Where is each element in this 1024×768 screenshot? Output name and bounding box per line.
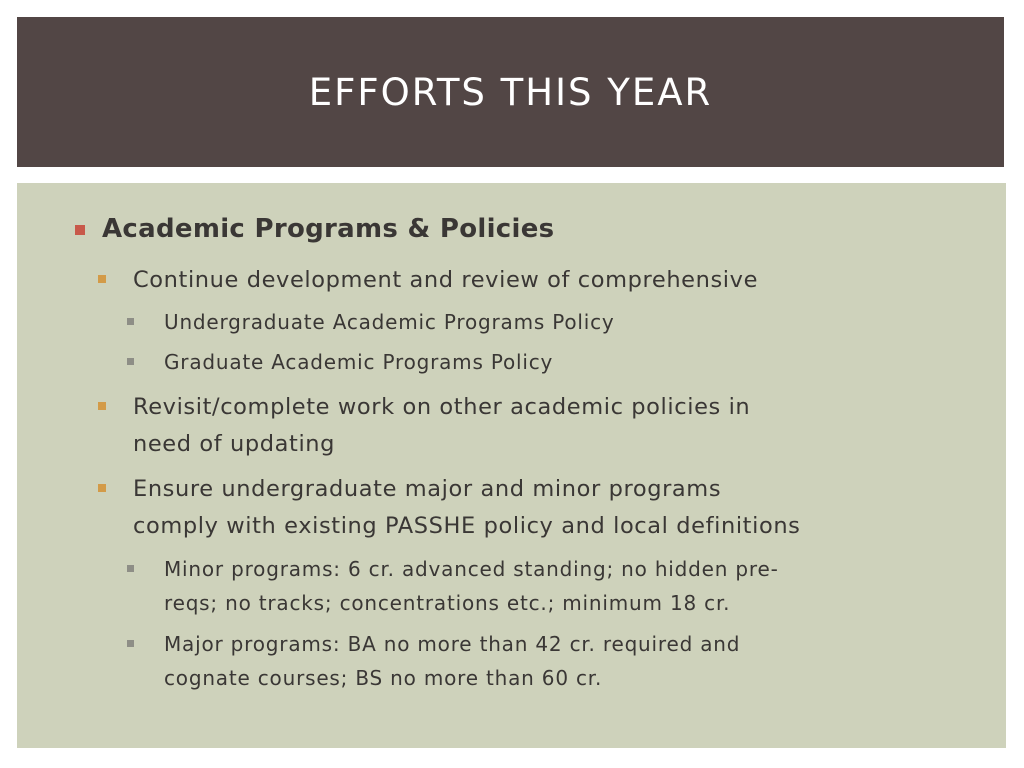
bullet-square-icon	[98, 402, 106, 410]
title-bar	[17, 17, 1004, 167]
bullet-text-line: Revisit/complete work on other academic policies in	[133, 394, 751, 420]
bullet-undergraduate-policy	[147, 305, 615, 339]
bullet-square-icon	[75, 225, 85, 235]
bullet-text-line: Major programs: BA no more than 42 cr. required and	[164, 632, 741, 656]
bullet-revisit-policies	[116, 389, 750, 463]
bullet-text-line: reqs; no tracks; concentrations etc.; minimum 18 cr.	[164, 591, 731, 615]
bullet-text-line: need of updating	[133, 431, 336, 457]
bullet-text-line: comply with existing PASSHE policy and local definitions	[133, 513, 801, 539]
bullet-text: Continue development and review of comprehensive	[133, 267, 759, 293]
bullet-minor-programs	[147, 552, 779, 620]
bullet-square-icon	[127, 358, 134, 365]
bullet-text: Graduate Academic Programs Policy	[164, 350, 554, 374]
bullet-square-icon	[98, 484, 106, 492]
bullet-text: Academic Programs & Policies	[102, 214, 555, 244]
bullet-ensure-compliance	[116, 471, 801, 545]
bullet-square-icon	[127, 640, 134, 647]
bullet-square-icon	[127, 565, 134, 572]
bullet-graduate-policy	[147, 345, 553, 379]
bullet-continue-development	[116, 262, 758, 299]
bullet-text-line: Ensure undergraduate major and minor programs	[133, 476, 722, 502]
slide-title: EFFORTS THIS YEAR	[308, 70, 713, 114]
bullet-text: Undergraduate Academic Programs Policy	[164, 310, 615, 334]
bullet-square-icon	[98, 275, 106, 283]
bullet-text-line: Minor programs: 6 cr. advanced standing; no hidden pre-	[164, 557, 779, 581]
bullet-text-line: cognate courses; BS no more than 60 cr.	[164, 666, 603, 690]
bullet-square-icon	[127, 318, 134, 325]
bullet-academic-programs-policies	[85, 214, 554, 244]
bullet-major-programs	[147, 627, 740, 695]
